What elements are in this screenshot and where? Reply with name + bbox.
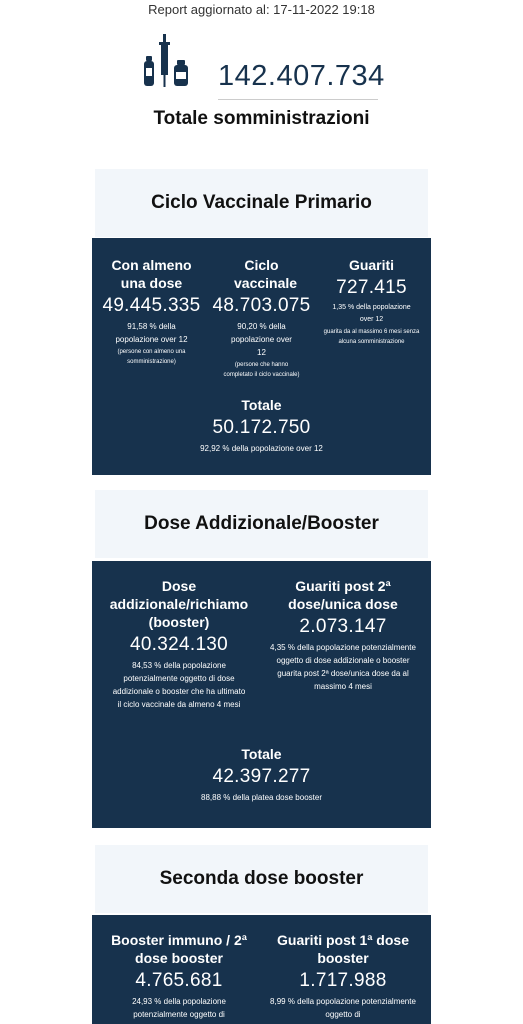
almeno-una-dose-value: 49.445.335 [102, 295, 201, 316]
booster-immuno-pct: 24,93 % della popolazione potenzialmente oggetto di [132, 997, 226, 1019]
almeno-una-dose-label: Con almeno una dose [111, 257, 192, 291]
guariti-note: guarita da al massimo 6 mesi senza alcuna somministrazione [323, 329, 420, 345]
booster-panel [92, 561, 431, 828]
ciclo-vaccinale-note: (persone che hanno completato il ciclo vaccinale) [223, 362, 300, 378]
guariti-post-pct: 4,35 % della popolazione potenzialmente oggetto di dose addizionale o booster guarita post 2ª dose/unica dose da al massimo 4 mesi [270, 643, 416, 691]
total-administrations [0, 34, 523, 134]
dose-addizionale-pct: 84,53 % della popolazione potenzialmente oggetto di dose addizionale o booster che ha ultimato il ciclo vaccinale da almeno 4 mesi [112, 661, 246, 709]
guariti-post-booster-value: 1.717.988 [299, 970, 387, 991]
ciclo-primario-totale-card [152, 396, 371, 455]
dose-addizionale-value: 40.324.130 [129, 634, 229, 655]
dose-addizionale-label: Dose addizionale/richiamo (booster) [109, 578, 249, 630]
ciclo-vaccinale-card [210, 256, 313, 380]
guariti-label: Guariti [348, 257, 395, 273]
total-administrations-label: Totale somministrazioni [153, 108, 370, 129]
ciclo-primario-totale-pct: 92,92 % della popolazione over 12 [200, 444, 323, 453]
guariti-post-label: Guariti post 2ª dose/unica dose [288, 578, 398, 612]
guariti-post-card [268, 577, 418, 693]
ciclo-primario-totale-value: 50.172.750 [212, 417, 311, 438]
seconda-booster-panel [92, 915, 431, 1024]
guariti-post-booster-card [268, 931, 418, 1021]
ciclo-primario-panel [92, 238, 431, 475]
ciclo-vaccinale-value: 48.703.075 [212, 295, 311, 316]
guariti-post-booster-label: Guariti post 1ª dose booster [277, 932, 409, 966]
ciclo-primario-title: Ciclo Vaccinale Primario [95, 169, 428, 237]
guariti-pct: 1,35 % della popolazione over 12 [332, 304, 411, 323]
booster-immuno-card [106, 931, 252, 1021]
report-date: Report aggiornato al: 17-11-2022 19:18 [148, 2, 375, 17]
booster-immuno-label: Booster immuno / 2ª dose booster [111, 932, 247, 966]
seconda-booster-title: Seconda dose booster [95, 845, 428, 913]
booster-title: Dose Addizionale/Booster [95, 490, 428, 558]
almeno-una-dose-card [100, 256, 203, 367]
vaccine-vials-icon [144, 34, 190, 90]
booster-totale-label: Totale [241, 746, 282, 762]
booster-totale-card [152, 745, 371, 804]
dose-addizionale-card [106, 577, 252, 711]
booster-immuno-value: 4.765.681 [135, 970, 223, 991]
total-administrations-value: 142.407.734 [218, 60, 385, 92]
ciclo-vaccinale-pct: 90,20 % della popolazione over 12 [231, 322, 292, 357]
guariti-card [320, 256, 423, 347]
guariti-post-value: 2.073.147 [299, 616, 387, 637]
ciclo-vaccinale-label: Ciclo vaccinale [234, 257, 298, 291]
booster-totale-pct: 88,88 % della platea dose booster [201, 793, 322, 802]
booster-totale-value: 42.397.277 [212, 766, 311, 787]
almeno-una-dose-note: (persone con almeno una somministrazione) [117, 349, 186, 365]
ciclo-primario-totale-label: Totale [241, 397, 282, 413]
total-divider [218, 99, 378, 100]
almeno-una-dose-pct: 91,58 % della popolazione over 12 [115, 322, 188, 344]
guariti-value: 727.415 [336, 277, 407, 298]
guariti-post-booster-pct: 8,99 % della popolazione potenzialmente oggetto di [270, 997, 416, 1019]
